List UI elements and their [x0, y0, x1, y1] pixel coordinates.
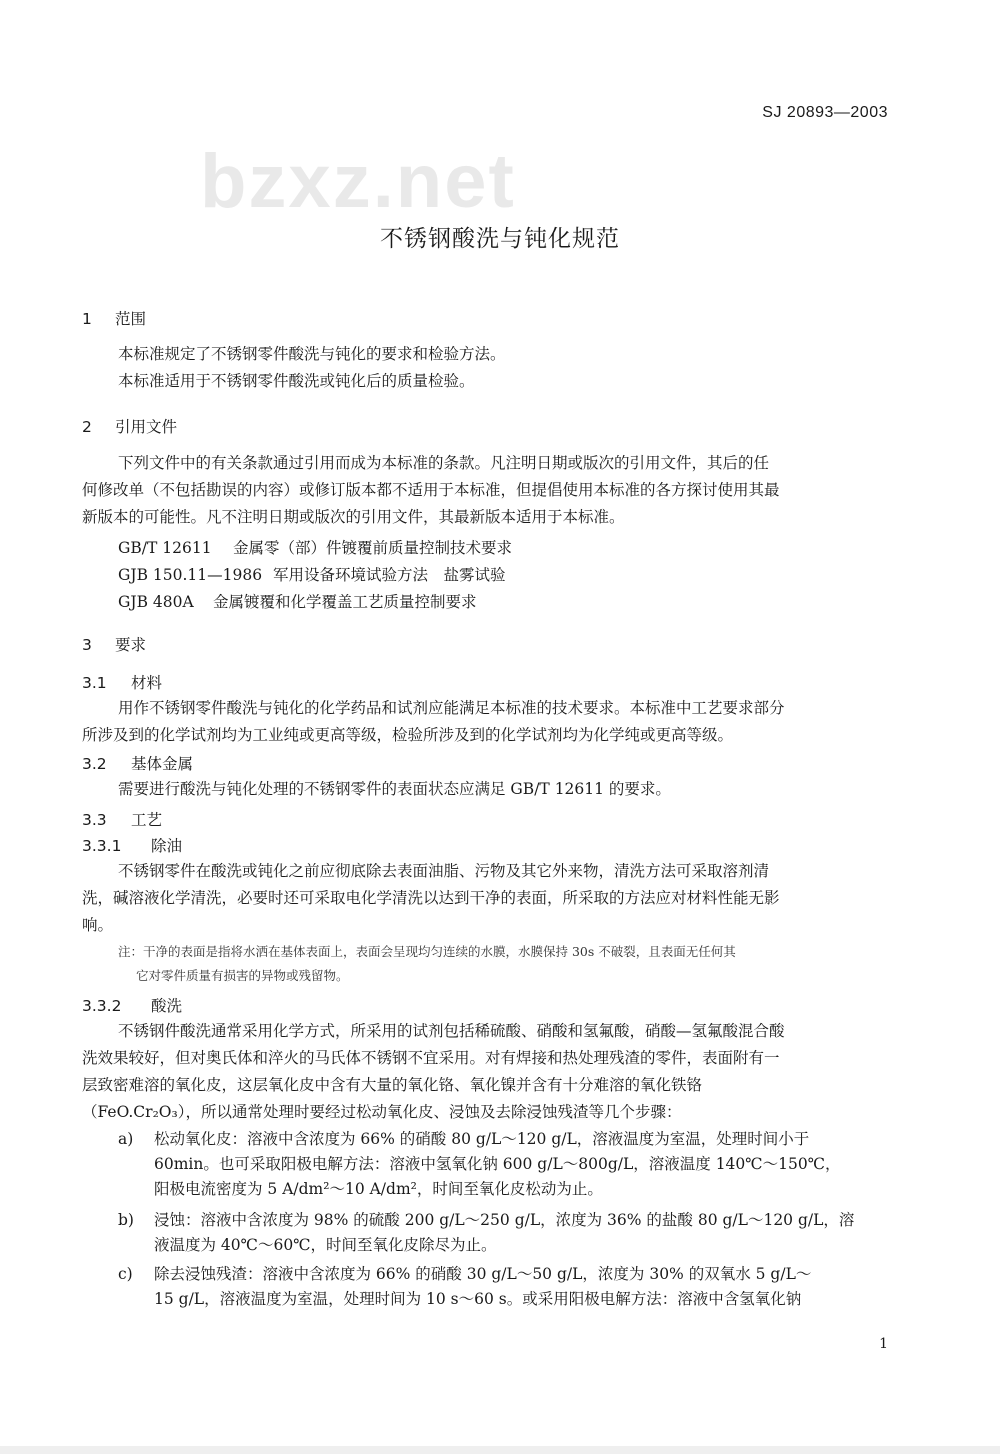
scan-edge — [0, 1446, 1000, 1454]
paragraph-line: 需要进行酸洗与钝化处理的不锈钢零件的表面状态应满足 GB/T 12611 的要求。 — [118, 780, 671, 798]
reference-title: 军用设备环境试验方法 盐雾试验 — [272, 566, 506, 584]
section-3-3-1-body — [82, 858, 780, 939]
section-title: 要求 — [114, 636, 146, 654]
list-line: 松动氧化皮：溶液中含浓度为 66% 的硝酸 80 g/L～120 g/L，溶液温度为室温，处理时间小于 — [154, 1130, 810, 1148]
reference-item — [118, 536, 512, 558]
list-item — [118, 1127, 841, 1202]
paragraph-line: 不锈钢件酸洗通常采用化学方式，所采用的试剂包括稀硫酸、硝酸和氢氟酸，硝酸—氢氟酸混合酸 — [118, 1022, 785, 1040]
list-line: 阳极电流密度为 5 A/dm²～10 A/dm²，时间至氧化皮松动为止。 — [154, 1180, 603, 1198]
section-2-heading — [82, 415, 177, 437]
section-3-3-1-heading — [82, 834, 182, 856]
list-line: 15 g/L，溶液温度为室温，处理时间为 10 s～60 s。或采用阳极电解方法：溶液中含氢氧化钠 — [154, 1290, 802, 1308]
paragraph-line: 本标准适用于不锈钢零件酸洗或钝化后的质量检验。 — [118, 372, 475, 390]
section-3-2-heading — [82, 752, 193, 774]
reference-code: GJB 480A — [118, 593, 194, 611]
section-2-body — [82, 450, 892, 531]
note-line: 它对零件质量有损害的异物或残留物。 — [136, 968, 349, 983]
section-title: 材料 — [130, 674, 162, 692]
list-label: a) — [118, 1130, 134, 1148]
page-number: 1 — [879, 1336, 888, 1352]
section-number: 3.3.2 — [82, 997, 122, 1015]
watermark: bzxz.net — [200, 139, 516, 224]
paragraph-line: 何修改单（不包括勘误的内容）或修订版本都不适用于本标准，但提倡使用本标准的各方探讨使用其最 — [82, 481, 780, 499]
note-line: 注：干净的表面是指将水洒在基体表面上，表面会呈现均匀连续的水膜，水膜保持 30s 不破裂，且表面无任何其 — [118, 944, 736, 959]
section-3-2-body — [118, 776, 671, 803]
section-3-1-body — [82, 695, 785, 749]
list-item — [118, 1262, 811, 1312]
document-number: SJ 20893—2003 — [762, 104, 888, 121]
list-label: b) — [118, 1211, 134, 1229]
section-3-1-heading — [82, 671, 162, 693]
section-title: 基体金属 — [130, 755, 193, 773]
list-line: 浸蚀：溶液中含浓度为 98% 的硫酸 200 g/L～250 g/L，浓度为 36% 的盐酸 80 g/L～120 g/L，溶 — [154, 1211, 855, 1229]
list-item — [118, 1208, 854, 1258]
section-number: 2 — [82, 418, 92, 436]
paragraph-line: 层致密难溶的氧化皮，这层氧化皮中含有大量的氧化铬、氧化镍并含有十分难溶的氧化铁铬 — [82, 1076, 703, 1094]
paragraph-line: 下列文件中的有关条款通过引用而成为本标准的条款。凡注明日期或版次的引用文件，其后的任 — [118, 454, 770, 472]
section-1-heading — [82, 307, 146, 329]
section-number: 1 — [82, 310, 92, 328]
section-number: 3.2 — [82, 755, 107, 773]
paragraph-line: 洗，碱溶液化学清洗，必要时还可采取电化学清洗以达到干净的表面，所采取的方法应对材料性能无影 — [82, 889, 780, 907]
section-title: 酸洗 — [150, 997, 182, 1015]
list-line: 60min。也可采取阳极电解方法：溶液中氢氧化钠 600 g/L～800g/L，溶液温度 140℃～150℃， — [154, 1155, 841, 1173]
section-3-3-2-body — [82, 1018, 785, 1126]
reference-item — [118, 563, 505, 585]
section-1-body — [118, 341, 506, 395]
reference-title: 金属零（部）件镀覆前质量控制技术要求 — [232, 539, 512, 557]
paragraph-line: 洗效果较好，但对奥氏体和淬火的马氏体不锈钢不宜采用。对有焊接和热处理残渣的零件，表面附有一 — [82, 1049, 780, 1067]
reference-code: GB/T 12611 — [118, 539, 212, 557]
section-title: 范围 — [114, 310, 146, 328]
reference-code: GJB 150.11—1986 — [118, 566, 263, 584]
list-line: 液温度为 40℃～60℃，时间至氧化皮除尽为止。 — [154, 1236, 497, 1254]
reference-item — [118, 590, 476, 612]
reference-title: 金属镀覆和化学覆盖工艺质量控制要求 — [212, 593, 477, 611]
section-number: 3.3 — [82, 811, 107, 829]
section-number: 3 — [82, 636, 92, 654]
list-label: c) — [118, 1265, 133, 1283]
section-3-3-2-heading — [82, 994, 182, 1016]
section-3-3-heading — [82, 808, 162, 830]
section-title: 除油 — [150, 837, 182, 855]
paragraph-line: 所涉及到的化学试剂均为工业纯或更高等级，检验所涉及到的化学试剂均为化学纯或更高等级。 — [82, 726, 734, 744]
list-line: 除去浸蚀残渣：溶液中含浓度为 66% 的硝酸 30 g/L～50 g/L，浓度为 30% 的双氧水 5 g/L～ — [154, 1265, 812, 1283]
paragraph-line: 本标准规定了不锈钢零件酸洗与钝化的要求和检验方法。 — [118, 345, 506, 363]
section-3-heading — [82, 633, 146, 655]
paragraph-line: 响。 — [82, 916, 114, 934]
section-number: 3.1 — [82, 674, 107, 692]
note — [118, 940, 736, 988]
paragraph-line: （FeO.Cr₂O₃），所以通常处理时要经过松动氧化皮、浸蚀及去除浸蚀残渣等几个步骤： — [82, 1103, 682, 1121]
section-title: 引用文件 — [114, 418, 177, 436]
paragraph-line: 不锈钢零件在酸洗或钝化之前应彻底除去表面油脂、污物及其它外来物，清洗方法可采取溶剂清 — [118, 862, 770, 880]
paragraph-line: 新版本的可能性。凡不注明日期或版次的引用文件，其最新版本适用于本标准。 — [82, 508, 625, 526]
document-title: 不锈钢酸洗与钝化规范 — [380, 226, 620, 252]
paragraph-line: 用作不锈钢零件酸洗与钝化的化学药品和试剂应能满足本标准的技术要求。本标准中工艺要求部分 — [118, 699, 785, 717]
section-title: 工艺 — [130, 811, 162, 829]
section-number: 3.3.1 — [82, 837, 122, 855]
